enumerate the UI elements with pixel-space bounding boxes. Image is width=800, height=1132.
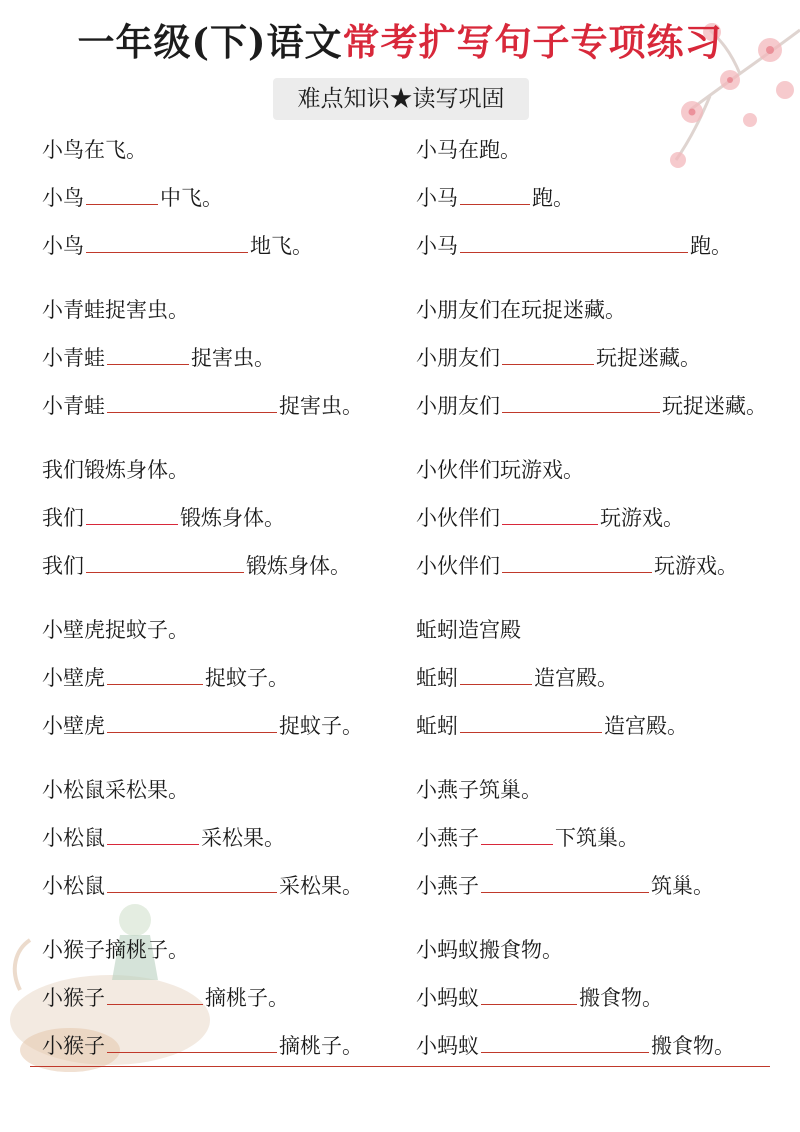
fill-in-blank[interactable] [107,862,277,893]
exercise-group [42,286,412,446]
original-sentence [416,126,786,174]
sentence-start: 小松鼠采松果。 [42,778,189,802]
sentence-start: 小朋友们 [416,346,500,370]
sentence-start: 小壁虎捉蚊子。 [42,618,189,642]
expansion-line [42,494,412,542]
sentence-end: 玩捉迷藏。 [596,346,701,370]
sentence-end: 锻炼身体。 [246,554,351,578]
original-sentence [416,926,786,974]
exercise-group [416,126,786,286]
sentence-start: 小蚂蚁 [416,1034,479,1058]
sentence-end: 捉害虫。 [191,346,275,370]
expansion-line [416,814,786,862]
fill-in-blank[interactable] [502,382,660,413]
original-sentence [416,446,786,494]
sentence-end: 玩捉迷藏。 [662,394,767,418]
fill-in-blank[interactable] [86,494,178,525]
sentence-start: 小鸟 [42,186,84,210]
sentence-start: 小燕子筑巢。 [416,778,542,802]
sentence-end: 捉害虫。 [279,394,363,418]
sentence-end: 跑。 [532,186,574,210]
sentence-start: 小燕子 [416,874,479,898]
title-topic: 常考扩写句子专项练习 [342,20,723,64]
expansion-line [42,542,412,590]
sentence-end: 摘桃子。 [279,1034,363,1058]
fill-in-blank[interactable] [460,654,532,685]
original-sentence [416,606,786,654]
sentence-start: 小马在跑。 [416,138,521,162]
fill-in-blank[interactable] [86,174,158,205]
exercise-group [416,606,786,766]
fill-in-blank[interactable] [481,974,577,1005]
original-sentence [416,286,786,334]
sentence-start: 小壁虎 [42,666,105,690]
subtitle-banner: 难点知识★读写巩固 [273,78,529,120]
exercise-group [416,926,786,1086]
sentence-start: 我们 [42,554,84,578]
fill-in-blank[interactable] [460,174,530,205]
fill-in-blank[interactable] [107,654,203,685]
sentence-start: 蚯蚓 [416,714,458,738]
expansion-line [416,542,786,590]
original-sentence [42,926,412,974]
sentence-end: 造宫殿。 [604,714,688,738]
sentence-start: 我们 [42,506,84,530]
sentence-start: 小燕子 [416,826,479,850]
sentence-start: 小猴子 [42,1034,105,1058]
expansion-line [42,702,412,750]
sentence-end: 地飞。 [250,234,313,258]
expansion-line [416,654,786,702]
sentence-end: 采松果。 [201,826,285,850]
sentence-start: 小松鼠 [42,826,105,850]
sentence-start: 小马 [416,186,458,210]
sentence-start: 小松鼠 [42,874,105,898]
sentence-start: 小伙伴们 [416,506,500,530]
sentence-start: 小青蛙 [42,346,105,370]
sentence-start: 小青蛙捉害虫。 [42,298,189,322]
fill-in-blank[interactable] [502,494,598,525]
expansion-line [42,654,412,702]
fill-in-blank[interactable] [86,542,244,573]
exercise-group [416,286,786,446]
exercise-group [42,126,412,286]
fill-in-blank[interactable] [481,814,553,845]
exercise-group [42,766,412,926]
exercise-group [42,926,412,1086]
left-column [42,126,412,1086]
expansion-line [416,862,786,910]
sentence-end: 跑。 [690,234,732,258]
fill-in-blank[interactable] [502,542,652,573]
fill-in-blank[interactable] [107,702,277,733]
original-sentence [42,126,412,174]
sentence-end: 中飞。 [160,186,223,210]
sentence-start: 小伙伴们 [416,554,500,578]
expansion-line [416,222,786,270]
fill-in-blank[interactable] [502,334,594,365]
sentence-end: 捉蚊子。 [205,666,289,690]
fill-in-blank[interactable] [460,702,602,733]
fill-in-blank[interactable] [481,862,649,893]
original-sentence [416,766,786,814]
fill-in-blank[interactable] [460,222,688,253]
sentence-end: 搬食物。 [651,1034,735,1058]
expansion-line [416,334,786,382]
sentence-end: 捉蚊子。 [279,714,363,738]
sentence-end: 搬食物。 [579,986,663,1010]
expansion-line [416,702,786,750]
fill-in-blank[interactable] [481,1022,649,1053]
sentence-start: 小朋友们 [416,394,500,418]
sentence-start: 小鸟 [42,234,84,258]
sentence-end: 摘桃子。 [205,986,289,1010]
expansion-line [416,494,786,542]
expansion-line [42,862,412,910]
expansion-line [416,174,786,222]
sentence-start: 小蚂蚁 [416,986,479,1010]
title-grade: 一年级(下)语文 [77,20,343,64]
sentence-start: 小朋友们在玩捉迷藏。 [416,298,626,322]
sentence-start: 蚯蚓造宫殿 [416,618,521,642]
fill-in-blank[interactable] [107,1022,277,1053]
sentence-end: 采松果。 [279,874,363,898]
sentence-end: 玩游戏。 [600,506,684,530]
exercise-group [42,446,412,606]
sentence-start: 小蚂蚁搬食物。 [416,938,563,962]
sentence-end: 锻炼身体。 [180,506,285,530]
fill-in-blank[interactable] [107,334,189,365]
fill-in-blank[interactable] [107,382,277,413]
expansion-line [42,222,412,270]
expansion-line [42,974,412,1022]
sentence-start: 小猴子 [42,986,105,1010]
expansion-line [416,1022,786,1070]
original-sentence [42,766,412,814]
exercise-group [416,446,786,606]
sentence-start: 小伙伴们玩游戏。 [416,458,584,482]
expansion-line [42,174,412,222]
expansion-line [42,1022,412,1070]
expansion-line [416,382,786,430]
expansion-line [42,814,412,862]
original-sentence [42,286,412,334]
sentence-start: 小猴子摘桃子。 [42,938,189,962]
sentence-end: 下筑巢。 [555,826,639,850]
sentence-start: 小壁虎 [42,714,105,738]
exercise-group [42,606,412,766]
sentence-start: 我们锻炼身体。 [42,458,189,482]
bottom-rule [30,1066,770,1067]
page-title [0,12,800,66]
expansion-line [416,974,786,1022]
sentence-start: 小鸟在飞。 [42,138,147,162]
sentence-end: 筑巢。 [651,874,714,898]
original-sentence [42,606,412,654]
sentence-start: 蚯蚓 [416,666,458,690]
original-sentence [42,446,412,494]
fill-in-blank[interactable] [107,814,199,845]
expansion-line [42,334,412,382]
fill-in-blank[interactable] [86,222,248,253]
sentence-end: 玩游戏。 [654,554,738,578]
sentence-end: 造宫殿。 [534,666,618,690]
fill-in-blank[interactable] [107,974,203,1005]
expansion-line [42,382,412,430]
sentence-start: 小青蛙 [42,394,105,418]
sentence-start: 小马 [416,234,458,258]
right-column [416,126,786,1086]
exercise-group [416,766,786,926]
